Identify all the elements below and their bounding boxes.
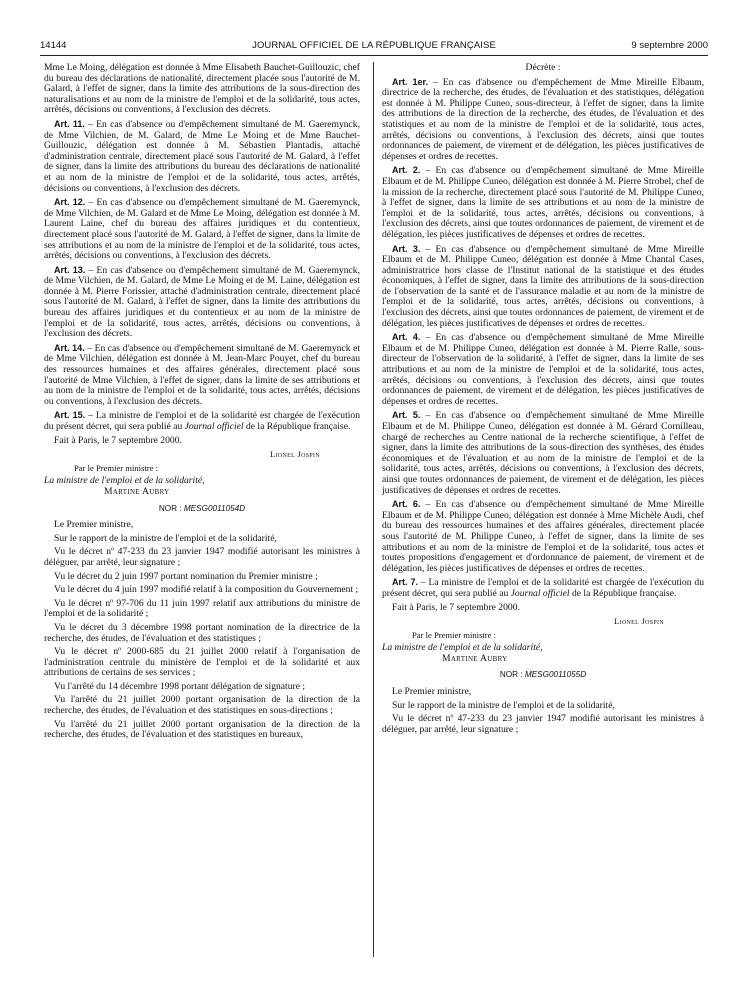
- fait-a-paris: Fait à Paris, le 7 septembre 2000.: [392, 601, 520, 613]
- article-label: Art. 13.: [54, 264, 86, 275]
- article-text: – En cas d'absence ou d'empêchement simultané de Mme Mireille Elbaum et de M. Philippe Cuneo, délégation est donnée à Mme Chantal Cases, administratrice hors classe de l'Institut national de la statistique et des études économiques, à l'effet de signer, dans la limite des attributions de la sous-direction de l'observation de la santé et de l'assurance maladie et au nom de la ministre de l'emploi et de la solidarité, tous actes, arrêtés, décisions ou conventions, à l'exclusion des décrets, ainsi que toutes ordonnances de paiement, de virement et de délégation, les pièces justificatives de dépenses et ordres de recettes.: [382, 243, 704, 329]
- article-text: de la République française.: [569, 587, 677, 599]
- article-text: – En cas d'absence ou d'empêchement simultané de M. Gaeremynck, de Mme Vilchien, de M. Galard, de Mme Le Moing et de Mme Bauchet-Guillouzic, délégation est donnée à M. Sébastien Plantadis, attaché d'administration centrale, directement placé sous l'autorité de M. Galard, à l'effet de signer, dans la limite des attributions du bureau des déclarations de nationalité et au nom de la ministre de l'emploi et de la solidarité, tous actes, arrêtés, décisions ou conventions, à l'exclusion des décrets.: [44, 118, 360, 194]
- minister-title: La ministre de l'emploi et de la solidarité,: [382, 642, 543, 654]
- visa: Vu le décret du 3 décembre 1998 portant nomination de la directrice de la recherche, des études, de l'évaluation et des statistiques ;: [44, 621, 360, 644]
- article-label: Art. 3.: [392, 243, 421, 254]
- article-11: [44, 119, 360, 194]
- visa: Vu l'arrêté du 21 juillet 2000 portant organisation de la direction de la recherche, des études, de l'évaluation et des statistiques en sous-directions ;: [44, 694, 360, 717]
- article-label: Art. 11.: [54, 118, 85, 129]
- article-6: [382, 499, 704, 574]
- visa: Vu le décret nº 47-233 du 23 janvier 1947 modifié autorisant les ministres à déléguer, par arrêté, leur signature ;: [44, 546, 360, 568]
- nor-code: MESG0011054D: [183, 503, 246, 513]
- article-label: Art. 4.: [392, 332, 421, 343]
- journal-name: Journal officiel: [510, 587, 570, 599]
- article-text: – En cas d'absence ou d'empêchement simultané de M. Gaeremynck, de Mme Vilchien, de M. Galard, de Mme Le Moing et de M. Laine, délégation est donnée à M. Pierre Forissier, attaché d'administration centrale, directement placé sous l'autorité de M. Galard, à l'effet de signer, dans la limite des attributions du bureau des affaires juridiques et du contentieux et au nom de la ministre de l'emploi et de la solidarité, tous actes, arrêtés, décisions ou conventions, à l'exclusion des décrets.: [44, 264, 360, 340]
- visa: Vu le décret du 4 juin 1997 modifié relatif à la composition du Gouvernement ;: [54, 584, 359, 596]
- par-le-premier-ministre: Par le Premier ministre :: [412, 629, 497, 640]
- article-14: [44, 343, 360, 408]
- minister-name: Martine Aubry: [104, 485, 170, 497]
- decrete-heading: Décrète :: [525, 62, 561, 73]
- nor-reference: [44, 504, 360, 515]
- article-text: – En cas d'absence ou d'empêchement simultané de Mme Mireille Elbaum et de M. Philippe Cuneo, délégation est donnée à M. Pierre Ralle, sous-directeur de l'observation de la solidarité, à l'effet de signer, dans la limite de ses attributions et au nom de la ministre de l'emploi et de la solidarité, tous actes, arrêtés, décisions ou conventions, à l'exclusion des décrets, ainsi que toutes ordonnances de paiement, de virement et de délégation, les pièces justificatives de dépenses et ordres de recettes.: [382, 332, 704, 407]
- visa: Le Premier ministre,: [54, 519, 134, 531]
- visa: Vu le décret nº 2000-685 du 21 juillet 2000 relatif à l'organisation de l'administration centrale du ministère de l'emploi et de la solidarité et aux attributions de certains de ses services ;: [44, 646, 360, 679]
- nor-label: NOR :: [499, 670, 525, 680]
- column-divider: [373, 62, 374, 957]
- article-5: [382, 410, 704, 496]
- article-text: – En cas d'absence ou d'empêchement simultané de Mme Mireille Elbaum et de M. Philippe Cuneo, délégation est donnée à M. Gérard Cornilleau, chargé de recherches au Centre national de la recherche scientifique, à l'effet de signer, dans la limite des attributions de la sous-direction des synthèses, des études économiques et de l'évaluation et au nom de la ministre de l'emploi et de la solidarité, tous actes, arrêtés, décisions ou conventions, à l'exclusion des décrets, ainsi que toutes ordonnances de paiement, de virement et de délégation, les pièces justificatives de dépenses et ordres de recettes.: [382, 410, 704, 496]
- article-15: [44, 410, 360, 432]
- article-12: [44, 197, 360, 262]
- article-text: – En cas d'absence ou d'empêchement simultané de M. Gaeremynck et de Mme Vilchien, délégation est donnée à M. Jean-Marc Pouyet, chef du bureau des ressources humaines et des affaires générales, directement placé sous l'autorité de Mme Vilchien, à l'effet de signer, dans la limite de ses attributions et au nom de la ministre de l'emploi et de la solidarité, tous actes, arrêtés, décisions ou conventions, à l'exclusion des décrets.: [44, 342, 360, 407]
- article-label: Art. 2.: [392, 165, 421, 176]
- article-1: [382, 77, 704, 163]
- minister-name: Martine Aubry: [442, 652, 508, 664]
- article-label: Art. 15.: [54, 410, 86, 421]
- visa: Vu le décret du 2 juin 1997 portant nomination du Premier ministre ;: [54, 570, 318, 582]
- article-text: – En cas d'absence ou d'empêchement de Mme Mireille Elbaum, directrice de la recherche, des études, de l'évaluation et des statistiques, délégation est donnée à M. Philippe Cuneo, sous-directeur, à l'effet de signer, dans la limite des attributions de la direction de la recherche, des études, de l'évaluation et des statistiques et au nom de la ministre de l'emploi et de la solidarité, tous actes, arrêtés, décisions ou conventions, à l'exclusion des décrets, ainsi que toutes ordonnances de paiement, de virement et de délégation, les pièces justificatives de dépenses et ordres de recettes.: [382, 76, 704, 162]
- signature: Lionel Jospin: [270, 449, 320, 460]
- nor-code: MESG0011055D: [524, 670, 587, 680]
- article-text: – En cas d'absence ou d'empêchement simultané de Mme Mireille Elbaum et de M. Philippe Cuneo, délégation est donnée à Mme Michèle Audi, chef du bureau des ressources humaines et des affaires générales, directement placée sous l'autorité de M. Philippe Cuneo, à l'effet de signer, dans la limite de ses attributions et au nom de la ministre de l'emploi et de la solidarité, tous actes et toutes propositions d'engagement et d'ordonnance de paiement, de virement et de délégation, les pièces justificatives de dépenses et ordres de recettes.: [382, 499, 704, 574]
- journal-name: Journal officiel: [184, 421, 244, 432]
- journal-title: JOURNAL OFFICIEL DE LA RÉPUBLIQUE FRANÇAISE: [252, 40, 496, 51]
- visa: Vu le décret nº 47-233 du 23 janvier 1947 modifié autorisant les ministres à déléguer, par arrêté, leur signature ;: [382, 713, 704, 735]
- nor-label: NOR :: [158, 503, 184, 513]
- signature: Lionel Jospin: [614, 616, 664, 627]
- article-2: [382, 165, 704, 240]
- page-header: [40, 40, 708, 54]
- article-label: Art. 1er.: [392, 76, 429, 87]
- article-text: – En cas d'absence ou d'empêchement simultané de M. Gaeremynck, de Mme Vilchien, de M. Galard et de Mme Le Moing, délégation est donnée à M. Laurent Laine, chef du bureau des affaires juridiques et du contentieux, directement placé sous l'autorité de M. Galard, à l'effet de signer, dans la limite de ses attributions et au nom de la ministre de l'emploi et de la solidarité, tous actes, arrêtés, décisions ou conventions, à l'exclusion des décrets.: [44, 197, 360, 262]
- article-text: de la République française.: [243, 421, 351, 432]
- visa: Sur le rapport de la ministre de l'emploi et de la solidarité,: [392, 699, 615, 711]
- nor-reference: [382, 670, 704, 681]
- article-text: – La ministre de l'emploi et de la solidarité est chargée de l'exécution du présent décret, qui sera publié au: [44, 410, 361, 432]
- visa: Vu l'arrêté du 14 décembre 1998 portant délégation de signature ;: [54, 680, 306, 692]
- visa: Le Premier ministre,: [392, 686, 472, 698]
- page-number: 14144: [40, 40, 67, 51]
- visa: Vu le décret nº 97-706 du 11 juin 1997 relatif aux attributions du ministre de l'emploi et de la solidarité ;: [44, 597, 360, 620]
- issue-date: 9 septembre 2000: [631, 40, 708, 51]
- article-3: [382, 244, 704, 330]
- par-le-premier-ministre: Par le Premier ministre :: [74, 462, 159, 473]
- article-text: – En cas d'absence ou d'empêchement simultané de Mme Mireille Elbaum et de M. Philippe Cuneo, délégation est donnée à M. Pierre Strobel, chef de la mission de la recherche, directement placé sous l'autorité de M. Philippe Cuneo, à l'effet de signer, dans la limite de ses attributions et au nom de la ministre de l'emploi et de la solidarité, tous actes, arrêtés, décisions ou conventions, à l'exclusion des décrets, ainsi que toutes ordonnances de paiement, de virement et de délégation, les pièces justificatives de dépenses et ordres de recettes.: [382, 165, 704, 240]
- minister-title: La ministre de l'emploi et de la solidarité,: [44, 475, 205, 487]
- right-column: [382, 63, 704, 738]
- article-13: [44, 265, 360, 340]
- visa: Sur le rapport de la ministre de l'emploi et de la solidarité,: [54, 532, 277, 544]
- fait-a-paris: Fait à Paris, le 7 septembre 2000.: [54, 434, 182, 446]
- article-label: Art. 5.: [392, 410, 421, 421]
- paragraph: Mme Le Moing, délégation est donnée à Mme Elisabeth Bauchet-Guillouzic, chef du bureau des déclarations de nationalité, directement placée sous l'autorité de M. Galard, à l'effet de signer, dans la limite des attributions de la sous-direction des naturalisations et au nom de la ministre de l'emploi et de la solidarité, tous actes, arrêtés, décisions ou conventions, à l'exclusion des décrets.: [44, 62, 360, 116]
- article-label: Art. 14.: [54, 342, 85, 353]
- article-4: [382, 332, 704, 407]
- article-text: – La ministre de l'emploi et de la solidarité est chargée de l'exécution du présent décret, qui sera publié au: [382, 577, 704, 599]
- header-rule: [40, 55, 708, 56]
- article-label: Art. 12.: [54, 197, 86, 208]
- visa: Vu l'arrêté du 21 juillet 2000 portant organisation de la direction de la recherche, des études, de l'évaluation et des statistiques en bureaux,: [44, 718, 360, 741]
- left-column: [44, 63, 360, 744]
- article-label: Art. 7.: [392, 577, 418, 588]
- article-7: [382, 577, 704, 599]
- article-label: Art. 6.: [392, 499, 421, 510]
